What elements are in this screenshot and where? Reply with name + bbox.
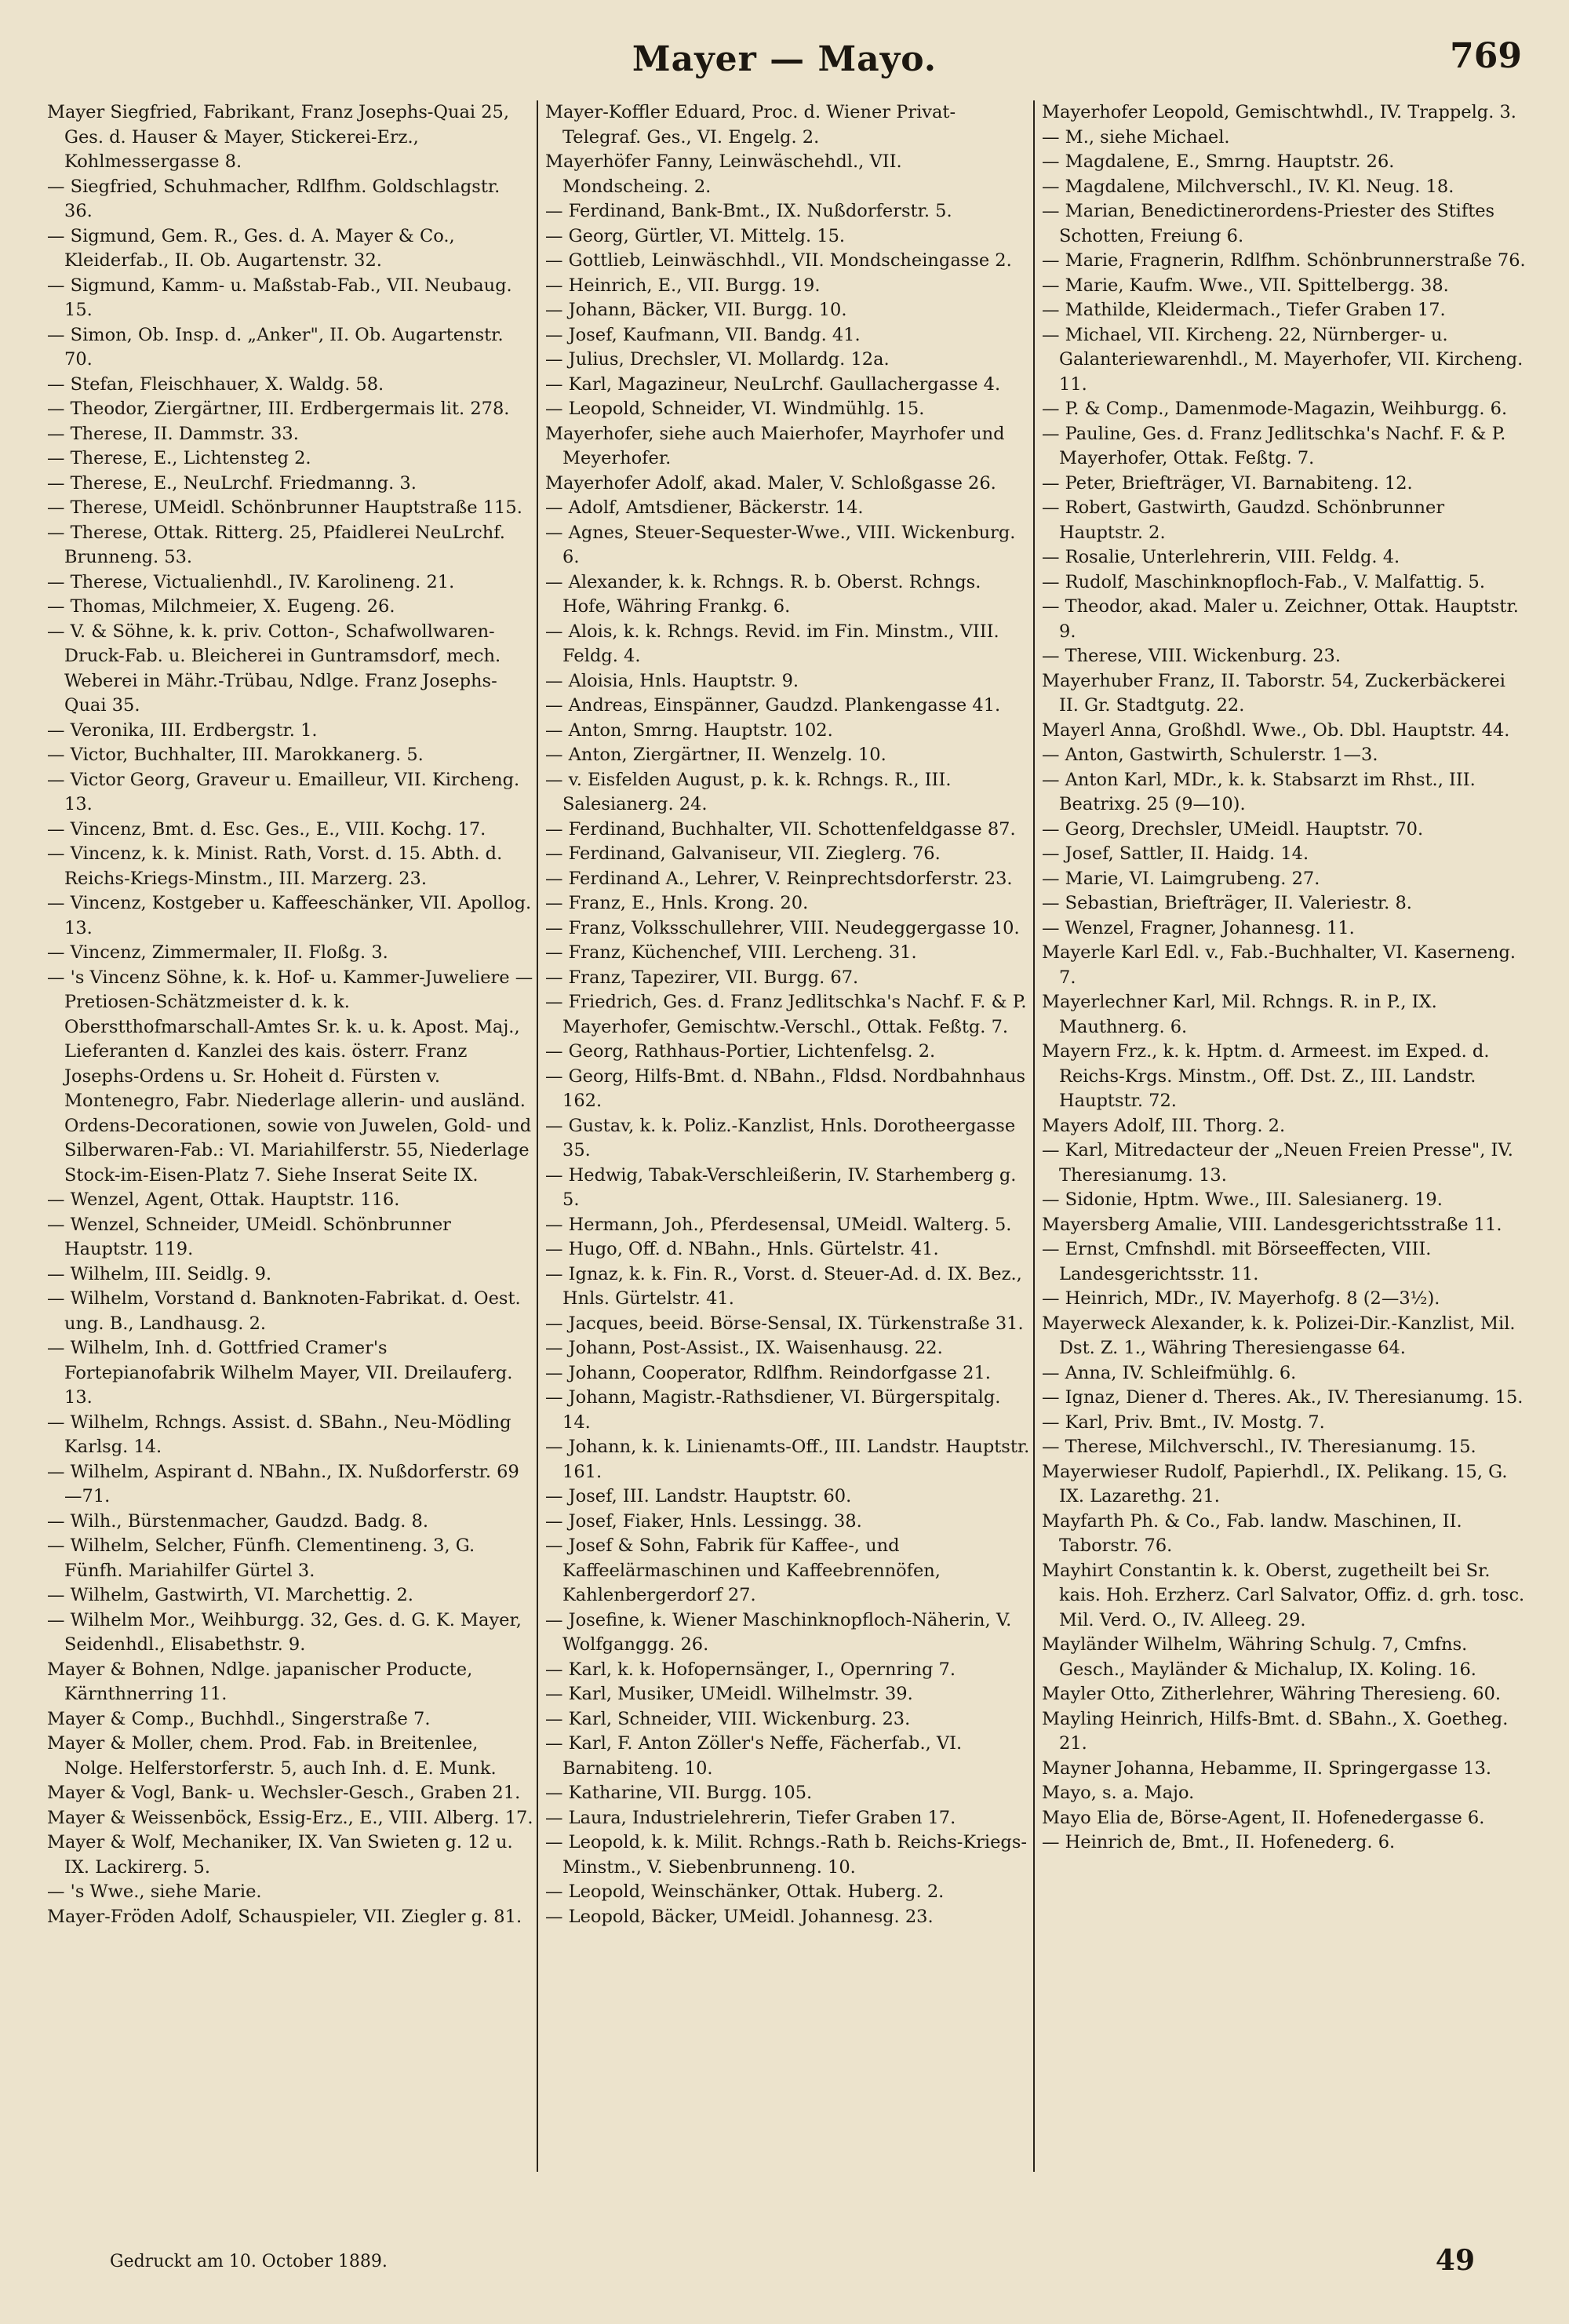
directory-entry: — Vincenz, Bmt. d. Esc. Ges., E., VIII. Kochg. 17. xyxy=(47,818,486,840)
directory-entry: — Karl, k. k. Hofopernsänger, I., Opernring 7. xyxy=(545,1659,956,1680)
directory-entry: — Wenzel, Schneider, UMeidl. Schönbrunner Hauptstr. 119. xyxy=(47,1214,451,1259)
directory-entry: — Hermann, Joh., Pferdesensal, UMeidl. Walterg. 5. xyxy=(545,1214,1012,1235)
directory-entry: — Wilh., Bürstenmacher, Gaudzd. Badg. 8. xyxy=(47,1510,429,1532)
directory-entry: — Therese, Victualienhdl., IV. Karolineng. 21. xyxy=(47,571,455,592)
directory-entry: — Ferdinand, Galvaniseur, VII. Zieglerg. 76. xyxy=(545,843,941,864)
directory-entry: — Therese, E., NeuLrchf. Friedmanng. 3. xyxy=(47,472,417,494)
directory-entry: — Karl, Magazineur, NeuLrchf. Gaullachergasse 4. xyxy=(545,373,1001,395)
directory-entry: — Magdalene, Milchverschl., IV. Kl. Neug. 18. xyxy=(1042,176,1454,197)
directory-entry: — Aloisia, Hnls. Hauptstr. 9. xyxy=(545,670,799,691)
directory-entry: — Anton Karl, MDr., k. k. Stabsarzt im Rhst., III. Beatrixg. 25 (9—10). xyxy=(1042,769,1476,814)
directory-entry: — Alois, k. k. Rchngs. Revid. im Fin. Minstm., VIII. Feldg. 4. xyxy=(545,621,999,666)
sheet-number: 49 xyxy=(1435,2244,1475,2277)
directory-entry: — Karl, F. Anton Zöller's Neffe, Fächerfab., VI. Barnabiteng. 10. xyxy=(545,1733,963,1779)
directory-entry: — Anna, IV. Schleifmühlg. 6. xyxy=(1042,1362,1297,1383)
directory-entry: Mayersberg Amalie, VIII. Landesgerichtsstraße 11. xyxy=(1042,1214,1502,1235)
directory-entry: — Theodor, akad. Maler u. Zeichner, Ottak. Hauptstr. 9. xyxy=(1042,596,1519,642)
directory-entry: — Jacques, beeid. Börse-Sensal, IX. Türkenstraße 31. xyxy=(545,1313,1024,1334)
directory-entry: — Theodor, Ziergärtner, III. Erdbergermais lit. 278. xyxy=(47,399,510,419)
directory-entry: — V. & Söhne, k. k. priv. Cotton-, Schafwollwaren-Druck-Fab. u. Bleicherei in Guntramsdorf, mech. Weberei in Mähr.-Trübau, Ndlge. Franz Josephs-Quai 35. xyxy=(47,621,501,716)
directory-entry: — Ferdinand, Bank-Bmt., IX. Nußdorferstr. 5. xyxy=(545,201,952,221)
directory-entry: — Wenzel, Agent, Ottak. Hauptstr. 116. xyxy=(47,1189,400,1210)
directory-entry: Mayer-Fröden Adolf, Schauspieler, VII. Ziegler g. 81. xyxy=(47,1906,522,1927)
directory-entry: — Johann, Magistr.-Rathsdiener, VI. Bürgerspitalg. 14. xyxy=(545,1387,1001,1433)
directory-entry: — Sebastian, Briefträger, II. Valeriestr. 8. xyxy=(1042,893,1412,913)
directory-entry: — Franz, Tapezirer, VII. Burgg. 67. xyxy=(545,967,859,988)
directory-entry: — Leopold, Weinschänker, Ottak. Huberg. 2. xyxy=(545,1881,945,1902)
directory-entry: — Josef, Sattler, II. Haidg. 14. xyxy=(1042,843,1309,864)
directory-entry: — Josef, Kaufmann, VII. Bandg. 41. xyxy=(545,324,861,345)
directory-entry: — Georg, Drechsler, UMeidl. Hauptstr. 70. xyxy=(1042,818,1424,840)
directory-entry: — Mathilde, Kleidermach., Tiefer Graben 17. xyxy=(1042,300,1446,320)
directory-entry: — Wilhelm, Aspirant d. NBahn., IX. Nußdorferstr. 69—71. xyxy=(47,1461,519,1506)
directory-entry: — Gottlieb, Leinwäschhdl., VII. Mondscheingasse 2. xyxy=(545,250,1012,271)
directory-entry: — Vincenz, Zimmermaler, II. Floßg. 3. xyxy=(47,942,388,963)
directory-entry: — Adolf, Amtsdiener, Bäckerstr. 14. xyxy=(545,497,864,518)
directory-entry: Mayer & Wolf, Mechaniker, IX. Van Swieten g. 12 u. IX. Lackirerg. 5. xyxy=(47,1832,513,1878)
directory-entry: — Leopold, k. k. Milit. Rchngs.-Rath b. Reichs-Kriegs-Minstm., V. Siebenbrunneng. 10. xyxy=(545,1832,1027,1878)
directory-entry: Mayer & Comp., Buchhdl., Singerstraße 7. xyxy=(47,1708,431,1729)
directory-entry: — Sigmund, Kamm- u. Maßstab-Fab., VII. Neubaug. 15. xyxy=(47,275,512,320)
directory-entry: — Pauline, Ges. d. Franz Jedlitschka's Nachf. F. & P. Mayerhofer, Ottak. Feßtg. 7. xyxy=(1042,423,1506,468)
directory-entry: — 's Wwe., siehe Marie. xyxy=(47,1881,262,1902)
directory-entry: — Rosalie, Unterlehrerin, VIII. Feldg. 4. xyxy=(1042,547,1400,567)
directory-entry: — Victor, Buchhalter, III. Marokkanerg. 5. xyxy=(47,745,424,765)
directory-entry: — v. Eisfelden August, p. k. k. Rchngs. R., III. Salesianerg. 24. xyxy=(545,769,952,814)
directory-entry: Mayer & Bohnen, Ndlge. japanischer Producte, Kärnthnerring 11. xyxy=(47,1659,473,1704)
directory-entry: — Marie, Kaufm. Wwe., VII. Spittelbergg. 38. xyxy=(1042,275,1449,296)
directory-entry: — Katharine, VII. Burgg. 105. xyxy=(545,1783,813,1803)
directory-entry: — Therese, II. Dammstr. 33. xyxy=(47,423,299,444)
directory-entry: — Georg, Rathhaus-Portier, Lichtenfelsg. 2. xyxy=(545,1041,936,1062)
directory-entry: — Anton, Gastwirth, Schulerstr. 1—3. xyxy=(1042,745,1378,765)
directory-entry: Mayerlechner Karl, Mil. Rchngs. R. in P., IX. Mauthnerg. 6. xyxy=(1042,992,1437,1037)
directory-entry: — Siegfried, Schuhmacher, Rdlfhm. Goldschlagstr. 36. xyxy=(47,176,501,221)
directory-entry: — Heinrich de, Bmt., II. Hofenederg. 6. xyxy=(1042,1832,1396,1852)
directory-entry: — P. & Comp., Damenmode-Magazin, Weihburgg. 6. xyxy=(1042,399,1508,419)
directory-entry: Mayhirt Constantin k. k. Oberst, zugetheilt bei Sr. kais. Hoh. Erzherz. Carl Salvator, Offiz. d. grh. tosc. Mil. Verd. O., IV. Alleeg. 29. xyxy=(1042,1560,1525,1630)
directory-entry: Mayfarth Ph. & Co., Fab. landw. Maschinen, II. Taborstr. 76. xyxy=(1042,1510,1462,1556)
directory-entry: — Victor Georg, Graveur u. Emailleur, VII. Kircheng. 13. xyxy=(47,769,520,814)
directory-entry: — Anton, Ziergärtner, II. Wenzelg. 10. xyxy=(545,745,886,765)
directory-entry: — Peter, Briefträger, VI. Barnabiteng. 12. xyxy=(1042,472,1413,494)
directory-entry: — Wilhelm, Inh. d. Gottfried Cramer's Fortepianofabrik Wilhelm Mayer, VII. Dreilauferg. 13. xyxy=(47,1338,513,1408)
page-number: 769 xyxy=(1450,36,1522,76)
column-divider xyxy=(537,100,538,2172)
directory-entry: — Julius, Drechsler, VI. Mollardg. 12a. xyxy=(545,349,890,370)
directory-entry: — Leopold, Schneider, VI. Windmühlg. 15. xyxy=(545,399,925,419)
directory-entry: Mayerl Anna, Großhdl. Wwe., Ob. Dbl. Hauptstr. 44. xyxy=(1042,719,1510,741)
directory-entry: Mayerle Karl Edl. v., Fab.-Buchhalter, VI. Kaserneng. 7. xyxy=(1042,942,1516,988)
directory-entry: — Johann, Cooperator, Rdlfhm. Reindorfgasse 21. xyxy=(545,1362,991,1383)
directory-entry: — Wilhelm, Rchngs. Assist. d. SBahn., Neu-Mödling Karlsg. 14. xyxy=(47,1412,511,1457)
directory-entry: — Michael, VII. Kircheng. 22, Nürnberger- u. Galanteriewarenhdl., M. Mayerhofer, VII. Kircheng. 11. xyxy=(1042,324,1523,395)
directory-entry: — Wilhelm, Selcher, Fünfh. Clementineng. 3, G. Fünfh. Mariahilfer Gürtel 3. xyxy=(47,1535,475,1581)
directory-entry: — Friedrich, Ges. d. Franz Jedlitschka's Nachf. F. & P. Mayerhofer, Gemischtw.-Verschl., Ottak. Feßtg. 7. xyxy=(545,992,1027,1037)
directory-entry: Mayer Siegfried, Fabrikant, Franz Josephs-Quai 25, Ges. d. Hauser & Mayer, Stickerei-Erz., Kohlmessergasse 8. xyxy=(47,102,509,172)
print-date: Gedruckt am 10. October 1889. xyxy=(110,2252,388,2271)
directory-entry: Mayerhuber Franz, II. Taborstr. 54, Zuckerbäckerei II. Gr. Stadtgutg. 22. xyxy=(1042,670,1505,716)
directory-entry: — Marian, Benedictinerordens-Priester des Stiftes Schotten, Freiung 6. xyxy=(1042,201,1495,246)
directory-entry: Mayerhofer Leopold, Gemischtwhdl., IV. Trappelg. 3. xyxy=(1042,102,1516,122)
directory-entry: Mayner Johanna, Hebamme, II. Springergasse 13. xyxy=(1042,1758,1492,1779)
directory-entry: — Therese, E., Lichtensteg 2. xyxy=(47,448,311,468)
directory-entry: — Marie, Fragnerin, Rdlfhm. Schönbrunnerstraße 76. xyxy=(1042,250,1526,271)
page-header xyxy=(47,33,1522,96)
directory-entry: — Heinrich, E., VII. Burgg. 19. xyxy=(545,275,821,296)
column-divider xyxy=(1033,100,1035,2172)
directory-entry: — Laura, Industrielehrerin, Tiefer Graben 17. xyxy=(545,1807,956,1828)
directory-entry: Mayerweck Alexander, k. k. Polizei-Dir.-Kanzlist, Mil. Dst. Z. 1., Währing Theresiengasse 64. xyxy=(1042,1313,1516,1358)
directory-entry: — Josef & Sohn, Fabrik für Kaffee-, und Kaffeelärmaschinen und Kaffeebrennöfen, Kahlenbergerdorf 27. xyxy=(545,1535,941,1605)
directory-entry: Mayo Elia de, Börse-Agent, II. Hofenedergasse 6. xyxy=(1042,1807,1485,1828)
directory-entry: — Wilhelm Mor., Weihburgg. 32, Ges. d. G. K. Mayer, Seidenhdl., Elisabethstr. 9. xyxy=(47,1609,522,1655)
directory-entry: — Therese, VIII. Wickenburg. 23. xyxy=(1042,646,1341,666)
directory-entry: — Rudolf, Maschinknopfloch-Fab., V. Malfattig. 5. xyxy=(1042,571,1485,592)
directory-entry: — Wenzel, Fragner, Johannesg. 11. xyxy=(1042,917,1355,938)
directory-entry: — Sidonie, Hptm. Wwe., III. Salesianerg. 19. xyxy=(1042,1189,1443,1210)
directory-entry: — Therese, Ottak. Ritterg. 25, Pfaidlerei NeuLrchf. Brunneng. 53. xyxy=(47,522,505,567)
directory-entry: — M., siehe Michael. xyxy=(1042,126,1230,148)
directory-entry: — Josef, III. Landstr. Hauptstr. 60. xyxy=(545,1486,852,1506)
directory-entry: — Marie, VI. Laimgrubeng. 27. xyxy=(1042,868,1320,889)
directory-entry: — Therese, Milchverschl., IV. Theresianumg. 15. xyxy=(1042,1437,1476,1457)
directory-entry: — Therese, UMeidl. Schönbrunner Hauptstraße 115. xyxy=(47,497,522,518)
directory-entry: — Ferdinand, Buchhalter, VII. Schottenfeldgasse 87. xyxy=(545,818,1016,840)
directory-entry: — Johann, Bäcker, VII. Burgg. 10. xyxy=(545,300,847,320)
directory-entry: Mayers Adolf, III. Thorg. 2. xyxy=(1042,1115,1286,1136)
directory-entry: — Heinrich, MDr., IV. Mayerhofg. 8 (2—3½). xyxy=(1042,1288,1440,1309)
directory-entry: Mayerhöfer Fanny, Leinwäschehdl., VII. Mondscheing. 2. xyxy=(545,151,902,197)
directory-entry: — Josef, Fiaker, Hnls. Lessingg. 38. xyxy=(545,1510,862,1532)
directory-entry: Mayerhofer Adolf, akad. Maler, V. Schloßgasse 26. xyxy=(545,472,996,494)
directory-entry: — Alexander, k. k. Rchngs. R. b. Oberst. Rchngs. Hofe, Währing Frankg. 6. xyxy=(545,571,981,617)
directory-entry: — Georg, Hilfs-Bmt. d. NBahn., Fldsd. Nordbahnhaus 162. xyxy=(545,1065,1026,1111)
directory-entry: Mayler Otto, Zitherlehrer, Währing Theresieng. 60. xyxy=(1042,1684,1502,1704)
directory-entry: — Ignaz, k. k. Fin. R., Vorst. d. Steuer-Ad. d. IX. Bez., Hnls. Gürtelstr. 41. xyxy=(545,1263,1022,1309)
directory-entry: — Vincenz, Kostgeber u. Kaffeeschänker, VII. Apollog. 13. xyxy=(47,893,532,938)
directory-entry: — Franz, Küchenchef, VIII. Lercheng. 31. xyxy=(545,942,917,963)
directory-entry: — Robert, Gastwirth, Gaudzd. Schönbrunner Hauptstr. 2. xyxy=(1042,497,1445,543)
directory-entry: — Josefine, k. Wiener Maschinknopfloch-Näherin, V. Wolfganggg. 26. xyxy=(545,1609,1012,1655)
directory-entry: — Karl, Musiker, UMeidl. Wilhelmstr. 39. xyxy=(545,1684,913,1704)
directory-column-3 xyxy=(1042,100,1528,1856)
directory-entry: Mayer & Moller, chem. Prod. Fab. in Breitenlee, Nolge. Helferstorferstr. 5, auch Inh. d. E. Munk. xyxy=(47,1733,497,1779)
directory-entry: Mayer & Vogl, Bank- u. Wechsler-Gesch., Graben 21. xyxy=(47,1783,521,1803)
directory-entry: — Simon, Ob. Insp. d. „Anker", II. Ob. Augartenstr. 70. xyxy=(47,324,504,370)
directory-entry: Mayer & Weissenböck, Essig-Erz., E., VIII. Alberg. 17. xyxy=(47,1807,533,1828)
directory-entry: — Ignaz, Diener d. Theres. Ak., IV. Theresianumg. 15. xyxy=(1042,1387,1523,1408)
directory-entry: — Ferdinand A., Lehrer, V. Reinprechtsdorferstr. 23. xyxy=(545,868,1013,889)
directory-entry: — Leopold, Bäcker, UMeidl. Johannesg. 23. xyxy=(545,1906,934,1927)
directory-entry: — 's Vincenz Söhne, k. k. Hof- u. Kammer-Juweliere — Pretiosen-Schätzmeister d. k. k. Oberstthofmarschall-Amtes Sr. k. u. k. Apost. Maj., Lieferanten d. Kanzlei des kais. österr. Franz Josephs-Ordens u. Sr. Hoheit d. Fürsten v. Montenegro, Fabr. Niederlage allerin- und ausländ. Ordens-Decorationen, sowie von Juwelen, Gold- und Silberwaren-Fab.: VI. Mariahilferstr. 55, Niederlage Stock-im-Eisen-Platz 7. Siehe Inserat Seite IX. xyxy=(47,967,533,1186)
directory-entry: — Thomas, Milchmeier, X. Eugeng. 26. xyxy=(47,596,395,617)
directory-entry: — Veronika, III. Erdbergstr. 1. xyxy=(47,719,318,741)
directory-entry: — Sigmund, Gem. R., Ges. d. A. Mayer & Co., Kleiderfab., II. Ob. Augartenstr. 32. xyxy=(47,225,455,271)
directory-entry: — Anton, Smrng. Hauptstr. 102. xyxy=(545,719,833,741)
page-footer xyxy=(47,2244,1522,2291)
page-title: Mayer — Mayo. xyxy=(632,39,937,79)
directory-entry: — Vincenz, k. k. Minist. Rath, Vorst. d. 15. Abth. d. Reichs-Kriegs-Minstm., III. Marzerg. 23. xyxy=(47,843,503,889)
directory-entry: Mayer-Koffler Eduard, Proc. d. Wiener Privat-Telegraf. Ges., VI. Engelg. 2. xyxy=(545,102,956,148)
directory-entry: Mayern Frz., k. k. Hptm. d. Armeest. im Exped. d. Reichs-Krgs. Minstm., Off. Dst. Z., III. Landstr. Hauptstr. 72. xyxy=(1042,1041,1490,1111)
directory-entry: — Johann, k. k. Linienamts-Off., III. Landstr. Hauptstr. 161. xyxy=(545,1437,1030,1482)
directory-entry: Mayo, s. a. Majo. xyxy=(1042,1783,1195,1803)
directory-entry: — Hedwig, Tabak-Verschleißerin, IV. Starhemberg g. 5. xyxy=(545,1164,1017,1210)
directory-column-1 xyxy=(47,100,533,1929)
directory-entry: Mayländer Wilhelm, Währing Schulg. 7, Cmfns. Gesch., Mayländer & Michalup, IX. Koling. 16. xyxy=(1042,1634,1476,1680)
directory-entry: — Agnes, Steuer-Sequester-Wwe., VIII. Wickenburg. 6. xyxy=(545,522,1016,567)
directory-entry: — Karl, Mitredacteur der „Neuen Freien Presse", IV. Theresianumg. 13. xyxy=(1042,1140,1513,1186)
directory-entry: — Stefan, Fleischhauer, X. Waldg. 58. xyxy=(47,373,384,395)
directory-entry: — Andreas, Einspänner, Gaudzd. Plankengasse 41. xyxy=(545,695,1001,716)
directory-entry: — Wilhelm, III. Seidlg. 9. xyxy=(47,1263,272,1284)
directory-entry: — Wilhelm, Vorstand d. Banknoten-Fabrikat. d. Oest. ung. B., Landhausg. 2. xyxy=(47,1288,521,1334)
directory-entry: Mayling Heinrich, Hilfs-Bmt. d. SBahn., X. Goetheg. 21. xyxy=(1042,1708,1509,1754)
directory-entry: — Johann, Post-Assist., IX. Waisenhausg. 22. xyxy=(545,1338,943,1358)
directory-entry: — Franz, E., Hnls. Krong. 20. xyxy=(545,893,809,913)
directory-column-2 xyxy=(545,100,1032,1929)
directory-entry: — Karl, Schneider, VIII. Wickenburg. 23. xyxy=(545,1708,911,1729)
directory-entry: — Gustav, k. k. Poliz.-Kanzlist, Hnls. Dorotheergasse 35. xyxy=(545,1115,1016,1160)
directory-entry: — Ernst, Cmfnshdl. mit Börseeffecten, VIII. Landesgerichtsstr. 11. xyxy=(1042,1239,1432,1284)
directory-entry: — Georg, Gürtler, VI. Mittelg. 15. xyxy=(545,225,846,246)
directory-entry: — Wilhelm, Gastwirth, VI. Marchettig. 2. xyxy=(47,1585,413,1605)
directory-entry: Mayerhofer, siehe auch Maierhofer, Mayrhofer und Meyerhofer. xyxy=(545,423,1005,468)
directory-entry: — Karl, Priv. Bmt., IV. Mostg. 7. xyxy=(1042,1412,1325,1433)
directory-entry: — Hugo, Off. d. NBahn., Hnls. Gürtelstr. 41. xyxy=(545,1239,939,1259)
directory-entry: Mayerwieser Rudolf, Papierhdl., IX. Pelikang. 15, G. IX. Lazarethg. 21. xyxy=(1042,1461,1508,1506)
directory-entry: — Franz, Volksschullehrer, VIII. Neudeggergasse 10. xyxy=(545,917,1020,938)
directory-entry: — Magdalene, E., Smrng. Hauptstr. 26. xyxy=(1042,151,1395,172)
